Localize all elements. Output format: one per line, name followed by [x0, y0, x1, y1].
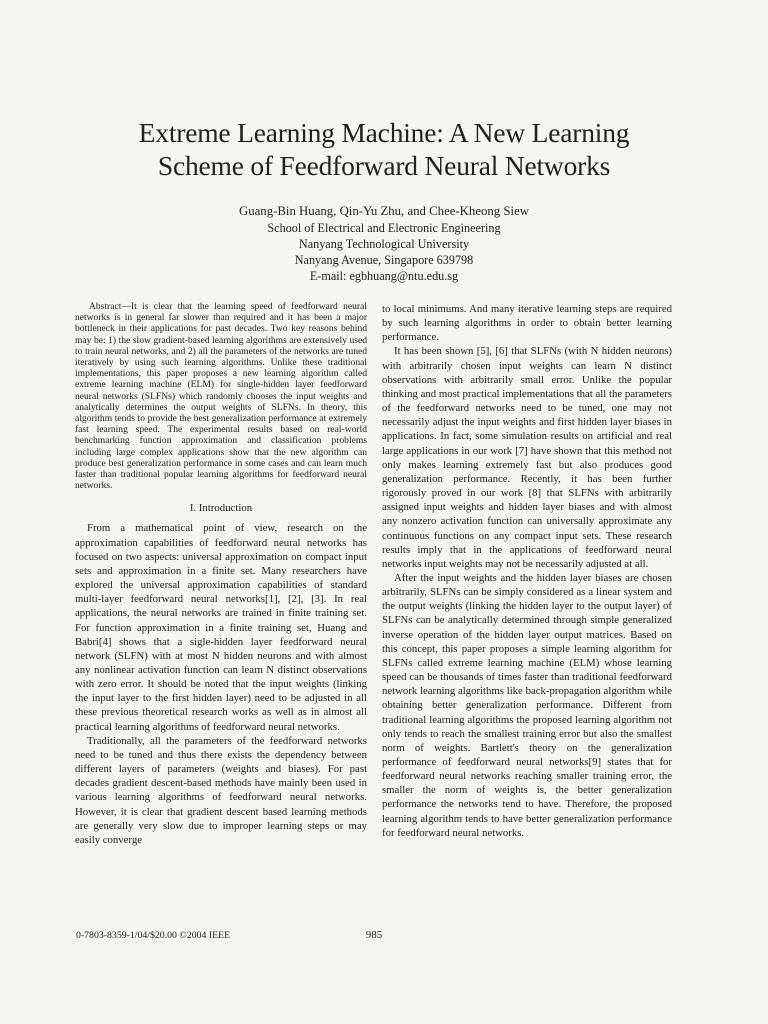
- paragraph: to local minimums. And many iterative learning steps are required by such learning algorithms in order to obtain better learning performance.: [382, 303, 672, 344]
- author-names: Guang-Bin Huang, Qin-Yu Zhu, and Chee-Kheong Siew: [238, 204, 529, 218]
- author-block: [120, 203, 648, 284]
- page-number-wrap: [0, 929, 768, 941]
- title-line-1: Extreme Learning Machine: A New Learning: [138, 117, 630, 148]
- affiliation-line: Nanyang Technological University: [298, 237, 470, 251]
- paper-title: [60, 116, 708, 182]
- section-heading: I. Introduction: [189, 502, 253, 515]
- title-line-2: Scheme of Feedforward Neural Networks: [157, 150, 611, 181]
- paragraph: After the input weights and the hidden layer biases are chosen arbitrarily, SLFNs can be simply considered as a linear system and the output weights (linking the hidden layer to the output layer) of SLFNs can be analytically determined through simple generalized inverse operation of the hidden layer output matrices. Based on this concept, this paper proposes a simple learning algorithm for SLFNs called extreme learning machine (ELM) whose learning speed can be thousands of times faster than traditional feedforward network learning algorithms like back-propagation algorithm while obtaining better generalization performance. Different from traditional learning algorithms the proposed learning algorithm not only tends to reach the smallest training error but also the smallest norm of weights. Bartlett's theory on the generalization performance of feedforward neural networks[9] states that for feedforward neural networks reaching smaller training error, the smaller the norm of weights is, the better generalization performance the networks tend to have. Therefore, the proposed learning algorithm tends to have better generalization performance for feedforward neural networks.: [382, 571, 672, 839]
- page-number: 985: [365, 929, 383, 941]
- paragraph: From a mathematical point of view, research on the approximation capabilities of feedforward neural networks has focused on two aspects: universal approximation on compact input sets and approximation in a finite set. Many researchers have explored the universal approximation capabilities of standard multi-layer feedforward neural networks[1], [2], [3]. In real applications, the neural networks are trained in finite training set. For function approximation in a finite training set, Huang and Babri[4] shows that a sigle-hidden layer feedforward neural network (SLFN) with at most N hidden neurons and with almost any nonlinear activation function can learn N distinct observations with zero error. It should be noted that the input weights (linking the input layer to the first hidden layer) need to be adjusted in all these previous theoretical research works as well as in almost all practical learning algorithms of feedforward neural networks.: [75, 522, 367, 733]
- left-column: [75, 301, 367, 847]
- abstract: Abstract—It is clear that the learning speed of feedforward neural networks is in general far slower than required and it has been a major bottleneck in their applications for past decades. Two key reasons behind may be: 1) the slow gradient-based learning algorithms are extensively used to train neural networks, and 2) all the parameters of the networks are tuned iteratively by using such learning algorithms. Unlike these traditional implementations, this paper proposes a new learning algorithm called extreme learning machine (ELM) for single-hidden layer feedforward neural networks (SLFNs) which randomly chooses the input weights and analytically determines the output weights of SLFNs. In theory, this algorithm tends to provide the best generalization performance at extremely fast learning speed. The experimental results based on real-world benchmarking function approximation and classification problems including large complex applications show that the new algorithm can produce best generalization performance in some cases and can learn much faster than traditional popular learning algorithms for feedforward neural networks.: [75, 301, 367, 492]
- right-column: [382, 302, 672, 840]
- affiliation-line: School of Electrical and Electronic Engineering: [267, 221, 501, 235]
- copyright-footer: 0-7803-8359-1/04/$20.00 ©2004 IEEE: [76, 930, 231, 941]
- paragraph: It has been shown [5], [6] that SLFNs (with N hidden neurons) with arbitrarily chosen input weights can learn N distinct observations with arbitrarily small error. Unlike the popular thinking and most practical implementations that all the parameters of the feedforward networks need to be tuned, one may not necessarily adjust the input weights and first hidden layer biases in applications. In fact, some simulation results on artificial and real large applications in our work [7] have shown that this method not only makes learning extremely fast but also produces good generalization performance. Recently, it has been further rigorously proved in our work [8] that SLFNs with arbitrarily assigned input weights and hidden layer biases and with almost any nonzero activation function can universally approximate any continuous functions on any compact input sets. These research results imply that in the applications of feedforward neural networks input weights may not be necessarily adjusted at all.: [382, 345, 672, 570]
- paragraph: Traditionally, all the parameters of the feedforward networks need to be tuned and thus there exists the dependency between different layers of parameters (weights and biases). For past decades gradient descent-based methods have mainly been used in various learning algorithms of feedforward neural networks. However, it is clear that gradient descent based learning methods are generally very slow due to improper learning steps or may easily converge: [75, 734, 367, 846]
- affiliation-line: Nanyang Avenue, Singapore 639798: [294, 253, 474, 267]
- author-email: E-mail: egbhuang@ntu.edu.sg: [309, 269, 459, 283]
